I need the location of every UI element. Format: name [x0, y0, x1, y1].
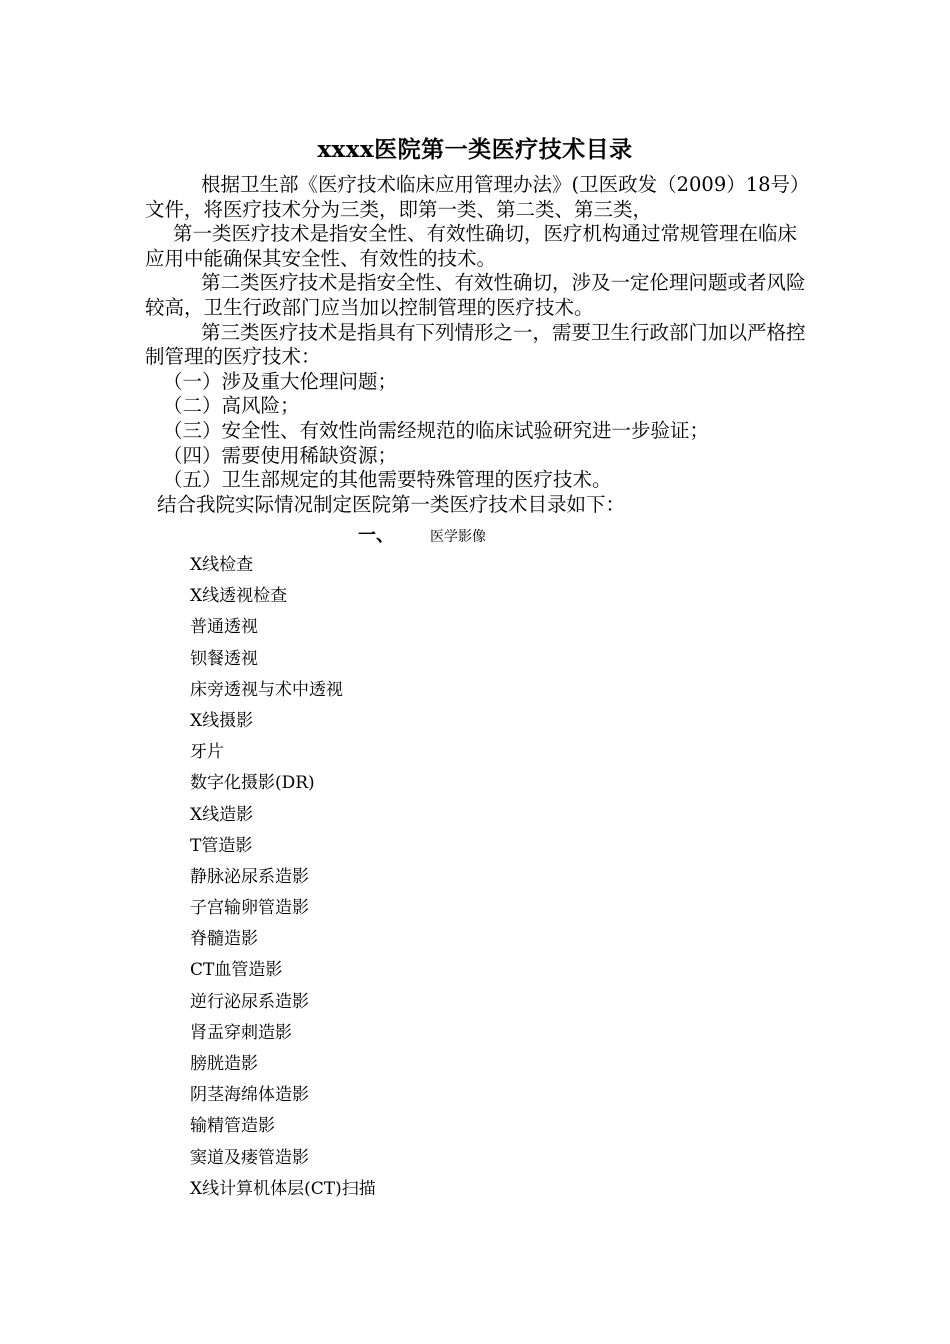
list-item: 逆行泌尿系造影 — [190, 991, 309, 1012]
list-item: X线透视检查 — [190, 586, 288, 607]
list-item: 钡餐透视 — [190, 648, 258, 669]
list-item: T管造影 — [190, 835, 253, 856]
section-number: 一、 — [358, 525, 394, 546]
condition-item-1: （一）涉及重大伦理问题； — [163, 369, 398, 393]
paragraph-class-one: 第一类医疗技术是指安全性、有效性确切，医疗机构通过常规管理在临床应用中能确保其安全性、有效性的技术。 — [145, 222, 798, 270]
paragraph-class-three: 第三类医疗技术是指具有下列情形之一，需要卫生行政部门加以严格控制管理的医疗技术： — [145, 320, 806, 369]
list-item: X线检查 — [190, 555, 254, 575]
list-item: CT血管造影 — [190, 960, 283, 981]
list-item: 膀胱造影 — [190, 1054, 258, 1074]
section-label: 医学影像 — [430, 529, 486, 545]
list-item: X线计算机体层(CT)扫描 — [190, 1178, 376, 1199]
list-item: 阴茎海绵体造影 — [190, 1085, 309, 1106]
document-title: xxxx医院第一类医疗技术目录 — [317, 136, 633, 163]
list-item: X线摄影 — [190, 710, 254, 731]
list-item: 静脉泌尿系造影 — [190, 866, 309, 887]
condition-item-4: （四）需要使用稀缺资源； — [163, 443, 398, 467]
condition-item-3: （三）安全性、有效性尚需经规范的临床试验研究进一步验证； — [163, 418, 710, 442]
list-item: 子宫输卵管造影 — [190, 898, 309, 919]
section-heading — [358, 524, 486, 549]
list-item: 牙片 — [190, 742, 224, 763]
paragraph-intro: 根据卫生部《医疗技术临床应用管理办法》(卫医政发（2009）18号）文件，将医疗技术分为三类，即第一类、第二类、第三类， — [145, 173, 810, 221]
list-item: 窦道及瘘管造影 — [190, 1147, 309, 1168]
list-item: 肾盂穿刺造影 — [190, 1022, 292, 1043]
list-item: 输精管造影 — [190, 1116, 275, 1137]
list-item: X线造影 — [190, 804, 254, 825]
list-item: 数字化摄影(DR) — [190, 773, 315, 794]
document-body — [145, 173, 813, 517]
list-item: 床旁透视与术中透视 — [190, 679, 343, 700]
technique-list — [190, 550, 690, 1205]
condition-item-5: （五）卫生部规定的其他需要特殊管理的医疗技术。 — [163, 468, 612, 492]
paragraph-class-two: 第二类医疗技术是指安全性、有效性确切，涉及一定伦理问题或者风险较高，卫生行政部门应当加以控制管理的医疗技术。 — [145, 271, 806, 319]
list-item: 普通透视 — [190, 617, 258, 638]
list-item: 脊髓造影 — [190, 929, 258, 950]
paragraph-conclusion: 结合我院实际情况制定医院第一类医疗技术目录如下： — [157, 492, 626, 516]
condition-item-2: （二）高风险； — [163, 394, 300, 418]
